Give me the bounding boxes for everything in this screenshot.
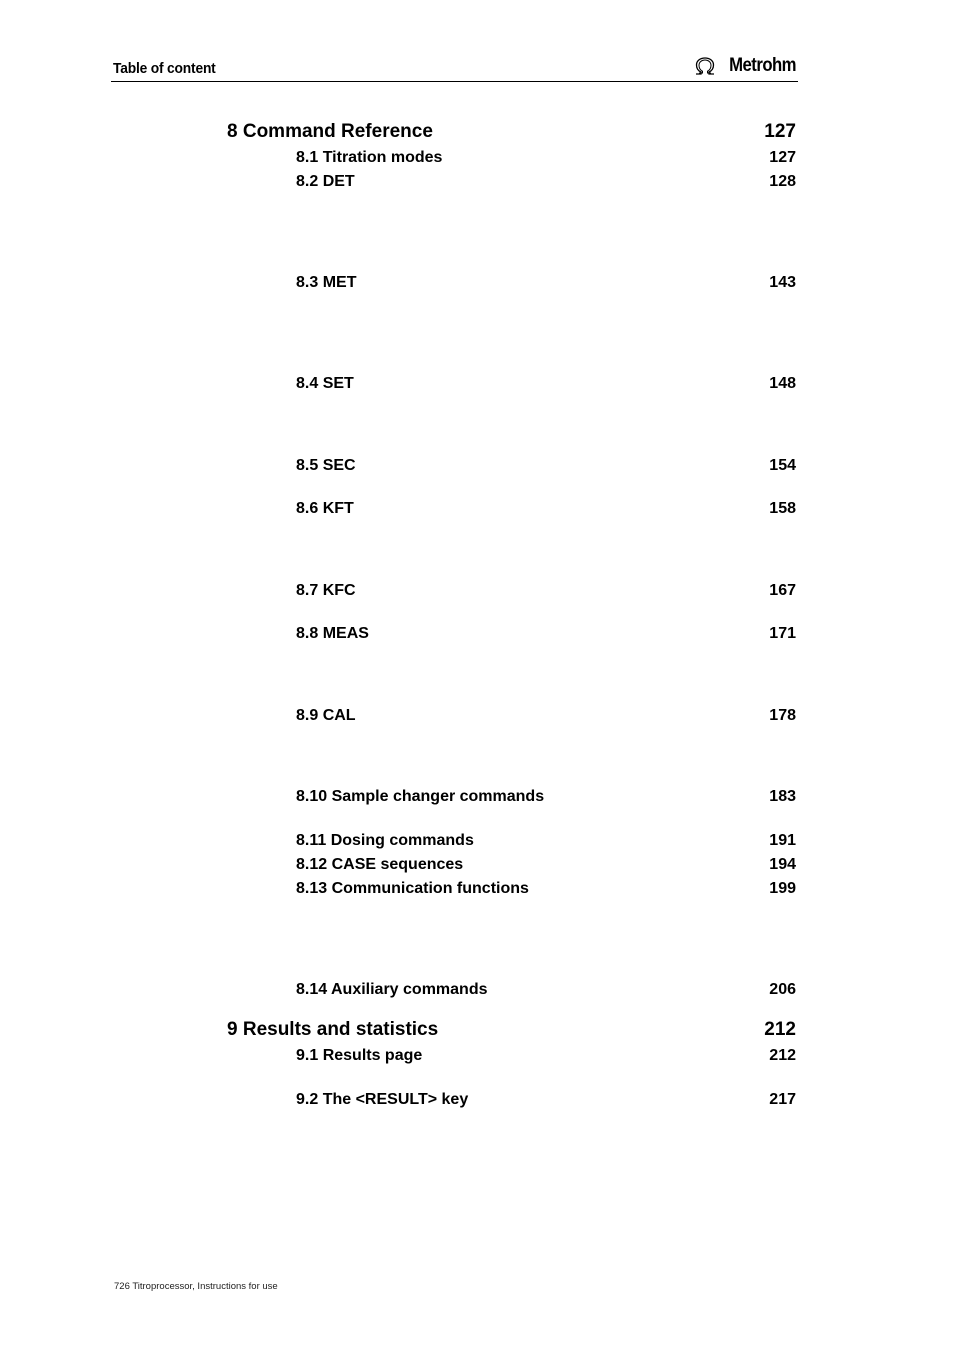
toc-label: 8.2 DET bbox=[296, 173, 355, 190]
toc-label: 8.14 Auxiliary commands bbox=[296, 981, 488, 998]
toc-section-8-3[interactable] bbox=[0, 274, 954, 298]
toc-section-8-9[interactable] bbox=[0, 707, 954, 731]
toc-page-number: 158 bbox=[769, 500, 796, 517]
toc-section-8-6[interactable] bbox=[0, 500, 954, 524]
toc-page-number: 194 bbox=[769, 856, 796, 873]
toc-label: 8.5 SEC bbox=[296, 457, 356, 474]
toc-label: 8.6 KFT bbox=[296, 500, 354, 517]
toc-page-number: 143 bbox=[769, 274, 796, 291]
toc-section-8-2[interactable] bbox=[0, 173, 954, 197]
toc-chapter-8[interactable] bbox=[0, 121, 954, 145]
toc-page-number: 154 bbox=[769, 457, 796, 474]
toc-label: 8 Command Reference bbox=[227, 121, 433, 142]
brand-logo bbox=[693, 55, 796, 77]
toc-page-number: 212 bbox=[764, 1019, 796, 1040]
toc-section-8-11[interactable] bbox=[0, 832, 954, 856]
toc-page-number: 183 bbox=[769, 788, 796, 805]
toc-section-9-2[interactable] bbox=[0, 1091, 954, 1115]
header-divider bbox=[111, 81, 798, 82]
toc-label: 9 Results and statistics bbox=[227, 1019, 439, 1040]
toc-section-8-5[interactable] bbox=[0, 457, 954, 481]
toc-section-8-1[interactable] bbox=[0, 149, 954, 173]
toc-label: 8.10 Sample changer commands bbox=[296, 788, 545, 805]
header-title: Table of content bbox=[113, 60, 216, 77]
toc-label: 9.2 The <RESULT> key bbox=[296, 1091, 469, 1108]
toc-page-number: 127 bbox=[764, 121, 796, 142]
toc-page-number: 199 bbox=[769, 880, 796, 897]
toc-label: 8.12 CASE sequences bbox=[296, 856, 464, 873]
toc-label: 8.11 Dosing commands bbox=[296, 832, 474, 849]
toc-section-8-12[interactable] bbox=[0, 856, 954, 880]
toc-label: 8.8 MEAS bbox=[296, 625, 369, 642]
toc-section-8-14[interactable] bbox=[0, 981, 954, 1005]
toc-section-9-1[interactable] bbox=[0, 1047, 954, 1071]
toc-page-number: 206 bbox=[769, 981, 796, 998]
toc-label: 8.7 KFC bbox=[296, 582, 356, 599]
toc-page-number: 128 bbox=[769, 173, 796, 190]
page-footer: 726 Titroprocessor, Instructions for use bbox=[114, 1281, 278, 1292]
toc-label: 8.3 MET bbox=[296, 274, 357, 291]
toc-section-8-4[interactable] bbox=[0, 375, 954, 399]
toc-label: 8.9 CAL bbox=[296, 707, 356, 724]
toc-page-number: 127 bbox=[769, 149, 796, 166]
toc-label: 8.4 SET bbox=[296, 375, 354, 392]
toc-page-number: 178 bbox=[769, 707, 796, 724]
toc-page-number: 191 bbox=[769, 832, 796, 849]
toc-chapter-9[interactable] bbox=[0, 1019, 954, 1043]
toc-page-number: 148 bbox=[769, 375, 796, 392]
toc-page-number: 217 bbox=[769, 1091, 796, 1108]
toc-section-8-13[interactable] bbox=[0, 880, 954, 904]
toc-page-number: 167 bbox=[769, 582, 796, 599]
toc-label: 9.1 Results page bbox=[296, 1047, 423, 1064]
toc-section-8-7[interactable] bbox=[0, 582, 954, 606]
toc-section-8-10[interactable] bbox=[0, 788, 954, 812]
toc-section-8-8[interactable] bbox=[0, 625, 954, 649]
toc-label: 8.13 Communication functions bbox=[296, 880, 529, 897]
toc-page-number: 212 bbox=[769, 1047, 796, 1064]
toc-page-number: 171 bbox=[769, 625, 796, 642]
brand-name: Metrohm bbox=[729, 55, 796, 76]
toc-label: 8.1 Titration modes bbox=[296, 149, 443, 166]
omega-logo-icon bbox=[693, 56, 717, 76]
